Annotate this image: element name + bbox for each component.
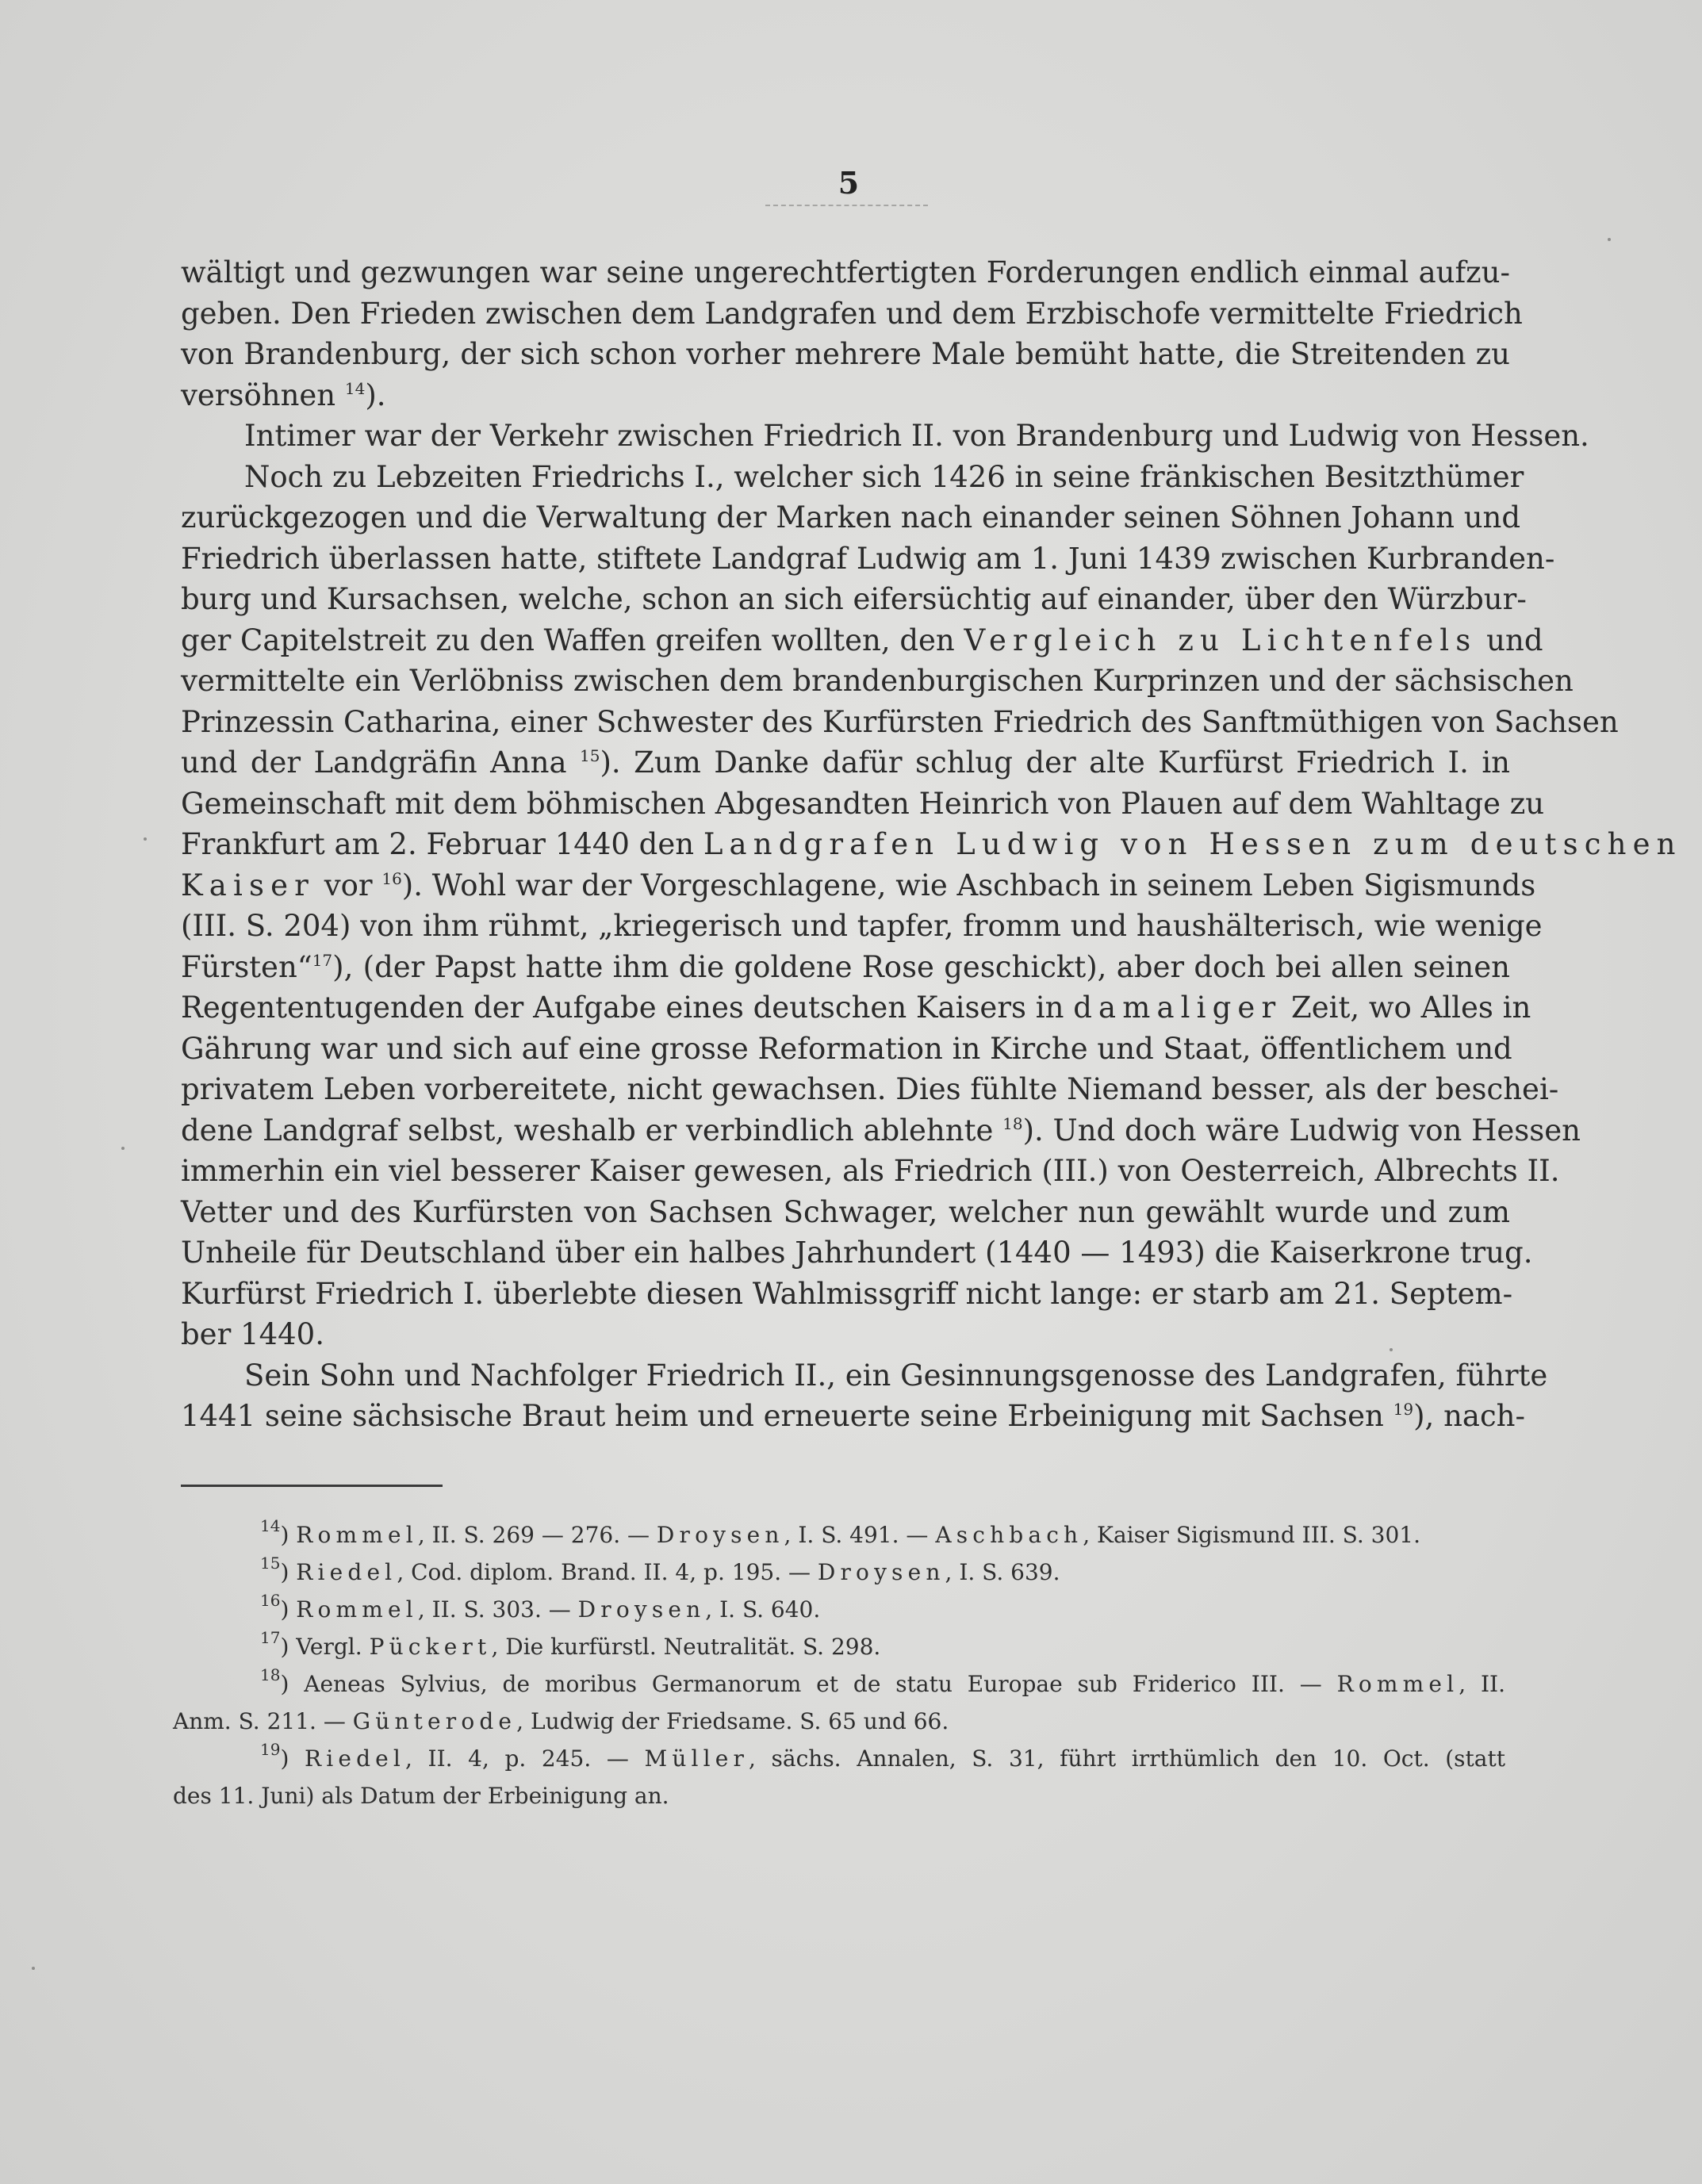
text-run: , Ludwig der Friedsame. S. 65 und 66.	[516, 1708, 949, 1734]
spaced-text: damaliger	[1073, 990, 1282, 1025]
text-line: geben. Den Frieden zwischen dem Landgrafen und dem Erzbischofe vermittelte Friedrich	[181, 296, 1523, 331]
footnote: $^{18}$) Aeneas Sylvius, de moribus Germanorum et de statu Europae sub Friderico III. — Rommel, II.	[260, 1665, 1505, 1697]
text-run: ). Zum Danke dafür schlug der alte Kurfürst Friedrich I. in	[600, 745, 1511, 780]
text-line: Unheile für Deutschland über ein halbes Jahrhundert (1440 — 1493) die Kaiserkrone trug.	[181, 1236, 1533, 1270]
text-run: dene Landgraf selbst, weshalb er verbindlich ablehnte	[181, 1113, 1003, 1148]
footnote: $^{17}$) Vergl. Pückert, Die kurfürstl. Neutralität. S. 298.	[260, 1628, 881, 1660]
paper-speck	[32, 1967, 35, 1970]
footnote-ref: 16	[381, 868, 402, 888]
text-line: Kurfürst Friedrich I. überlebte diesen Wahlmissgriff nicht lange: er starb am 21. Septem-	[181, 1276, 1513, 1311]
author-name: Pückert	[369, 1634, 492, 1660]
footnote-ref: 15	[580, 746, 600, 765]
text-run: , I. S. 639.	[945, 1559, 1060, 1585]
paper-speck	[121, 1147, 125, 1150]
text-run: ).	[365, 377, 386, 412]
footnote: $^{14}$) Rommel, II. S. 269 — 276. — Droysen, I. S. 491. — Aschbach, Kaiser Sigismund III. S. 301.	[260, 1516, 1420, 1548]
footnote-divider	[181, 1485, 443, 1487]
text-line	[181, 375, 1510, 416]
text-line: Intimer war der Verkehr zwischen Friedrich II. von Brandenburg und Ludwig von Hessen.	[244, 419, 1589, 453]
text-run: , Kaiser Sigismund III. S. 301.	[1083, 1522, 1420, 1548]
text-line: vermittelte ein Verlöbniss zwischen dem brandenburgischen Kurprinzen und der sächsischen	[181, 664, 1574, 698]
footnote-number: 16	[260, 1591, 281, 1610]
text-run: 1441 seine sächsische Braut heim und erneuerte seine Erbeinigung mit Sachsen	[181, 1399, 1393, 1433]
author-name: Riedel	[296, 1559, 397, 1585]
text-run: Frankfurt am 2. Februar 1440 den	[181, 827, 703, 861]
text-line: Sein Sohn und Nachfolger Friedrich II., ein Gesinnungsgenosse des Landgrafen, führte	[244, 1358, 1548, 1393]
text-run: , II. S. 269 — 276. —	[417, 1522, 657, 1548]
footnote-number: 18	[260, 1665, 281, 1684]
text-line	[181, 1110, 1581, 1151]
text-line	[181, 742, 1510, 784]
author-name: Rommel	[1336, 1671, 1459, 1697]
text-run: , sächs. Annalen, S. 31, führt irrthümlich den 10. Oct. (statt	[749, 1745, 1505, 1772]
text-line	[181, 1396, 1526, 1437]
text-line: zurückgezogen und die Verwaltung der Marken nach einander seinen Söhnen Johann und	[181, 500, 1521, 535]
footnotes	[173, 1516, 1505, 1814]
footnote-ref: 14	[344, 378, 366, 398]
text-run: ger Capitelstreit zu den Waffen greifen wollten, den	[181, 623, 964, 657]
author-name: Aschbach	[935, 1522, 1083, 1548]
text-line: Friedrich überlassen hatte, stiftete Landgraf Ludwig am 1. Juni 1439 zwischen Kurbranden-	[181, 541, 1555, 576]
author-name: Riedel	[305, 1745, 406, 1772]
text-line: ber 1440.	[181, 1317, 324, 1351]
text-line: Vetter und des Kurfürsten von Sachsen Schwager, welcher nun gewählt wurde und zum	[181, 1194, 1510, 1229]
text-line	[181, 987, 1531, 1029]
text-run: , II. S. 303. —	[417, 1596, 578, 1623]
author-name: Droysen	[577, 1596, 706, 1623]
paper-speck	[144, 837, 147, 841]
spaced-text: Landgrafen Ludwig von Hessen zum deutschen	[703, 827, 1682, 861]
text-run: Aeneas Sylvius, de moribus Germanorum et de statu Europae sub Friderico III. —	[304, 1671, 1337, 1697]
footnote-number: 19	[260, 1740, 281, 1759]
text-run: , II. 4, p. 245. —	[405, 1745, 645, 1772]
text-line: (III. S. 204) von ihm rühmt, „kriegerisch und tapfer, fromm und haushälterisch, wie wenige	[181, 909, 1543, 943]
author-name: Droysen	[817, 1559, 945, 1585]
text-line	[181, 947, 1510, 988]
text-line: burg und Kursachsen, welche, schon an sich eifersüchtig auf einander, über den Würzbur-	[181, 582, 1527, 616]
text-line	[181, 620, 1543, 661]
paper-speck	[1608, 238, 1611, 241]
footnote-number: 14	[260, 1516, 281, 1535]
text-run: vor	[314, 868, 382, 902]
footnote: $^{16}$) Rommel, II. S. 303. — Droysen, I. S. 640.	[260, 1591, 821, 1623]
text-run: und	[1477, 623, 1543, 657]
footnote-continuation: des 11. Juni) als Datum der Erbeinigung an.	[173, 1783, 669, 1809]
text-line: Prinzessin Catharina, einer Schwester des Kurfürsten Friedrich des Sanftmüthigen von Sachsen	[181, 704, 1619, 739]
footnote-ref: 18	[1002, 1113, 1023, 1133]
author-name: Rommel	[296, 1596, 418, 1623]
text-run: und der Landgräfin Anna	[181, 745, 581, 780]
page-number-ornament	[765, 205, 928, 206]
text-run: Vergl.	[296, 1634, 370, 1660]
text-line: von Brandenburg, der sich schon vorher mehrere Male bemüht hatte, die Streitenden zu	[181, 337, 1510, 371]
page-number: 5	[838, 165, 860, 201]
text-run: , I. S. 640.	[705, 1596, 821, 1623]
text-run: , Cod. diplom. Brand. II. 4, p. 195. —	[397, 1559, 818, 1585]
body-text	[181, 252, 1682, 1437]
text-line: immerhin ein viel besserer Kaiser gewesen, als Friedrich (III.) von Oesterreich, Albrechts II.	[181, 1154, 1560, 1188]
footnote: $^{19}$) Riedel, II. 4, p. 245. — Müller, sächs. Annalen, S. 31, führt irrthümlich den 10. Oct. (statt	[260, 1740, 1505, 1772]
text-line	[181, 865, 1536, 906]
text-run: versöhnen	[181, 377, 345, 412]
text-run: Fürsten“	[181, 949, 312, 984]
author-name: Müller	[644, 1745, 749, 1772]
text-run: Zeit, wo Alles in	[1282, 990, 1531, 1025]
text-run: ). Wohl war der Vorgeschlagene, wie Aschbach in seinem Leben Sigismunds	[401, 868, 1536, 902]
text-line: Gährung war und sich auf eine grosse Reformation in Kirche und Staat, öffentlichem und	[181, 1031, 1512, 1066]
text-run: ), (der Papst hatte ihm die goldene Rose geschickt), aber doch bei allen seinen	[332, 949, 1510, 984]
text-run: , I. S. 491. —	[784, 1522, 936, 1548]
text-line: Noch zu Lebzeiten Friedrichs I., welcher sich 1426 in seine fränkischen Besitzthümer	[244, 459, 1524, 494]
spaced-text: Kaiser	[181, 868, 315, 902]
text-line: Gemeinschaft mit dem böhmischen Abgesandten Heinrich von Plauen auf dem Wahltage zu	[181, 786, 1545, 821]
author-name: Günterode	[352, 1708, 517, 1734]
footnote: $^{15}$) Riedel, Cod. diplom. Brand. II. 4, p. 195. — Droysen, I. S. 639.	[260, 1554, 1060, 1585]
paper-speck	[1390, 1348, 1393, 1351]
footnote-continuation	[173, 1703, 1505, 1740]
author-name: Rommel	[296, 1522, 418, 1548]
spaced-text: Vergleich zu Lichtenfels	[964, 623, 1478, 657]
text-run: , Die kurfürstl. Neutralität. S. 298.	[491, 1634, 881, 1660]
text-run: Regententugenden der Aufgabe eines deutschen Kaisers in	[181, 990, 1074, 1025]
text-run: ), nach-	[1413, 1399, 1526, 1433]
text-line: wältigt und gezwungen war seine ungerechtfertigten Forderungen endlich einmal aufzu-	[181, 255, 1510, 289]
author-name: Droysen	[656, 1522, 784, 1548]
text-line	[181, 824, 1682, 865]
footnote-ref: 17	[312, 950, 333, 970]
footnote-number: 17	[260, 1628, 281, 1647]
text-run: Anm. S. 211. —	[173, 1708, 353, 1734]
text-run: ). Und doch wäre Ludwig von Hessen	[1022, 1113, 1581, 1148]
text-line: privatem Leben vorbereitete, nicht gewachsen. Dies fühlte Niemand besser, als der beschei-	[181, 1072, 1559, 1106]
footnote-ref: 19	[1393, 1400, 1414, 1419]
text-run: , II.	[1459, 1671, 1505, 1697]
footnote-number: 15	[260, 1554, 281, 1573]
